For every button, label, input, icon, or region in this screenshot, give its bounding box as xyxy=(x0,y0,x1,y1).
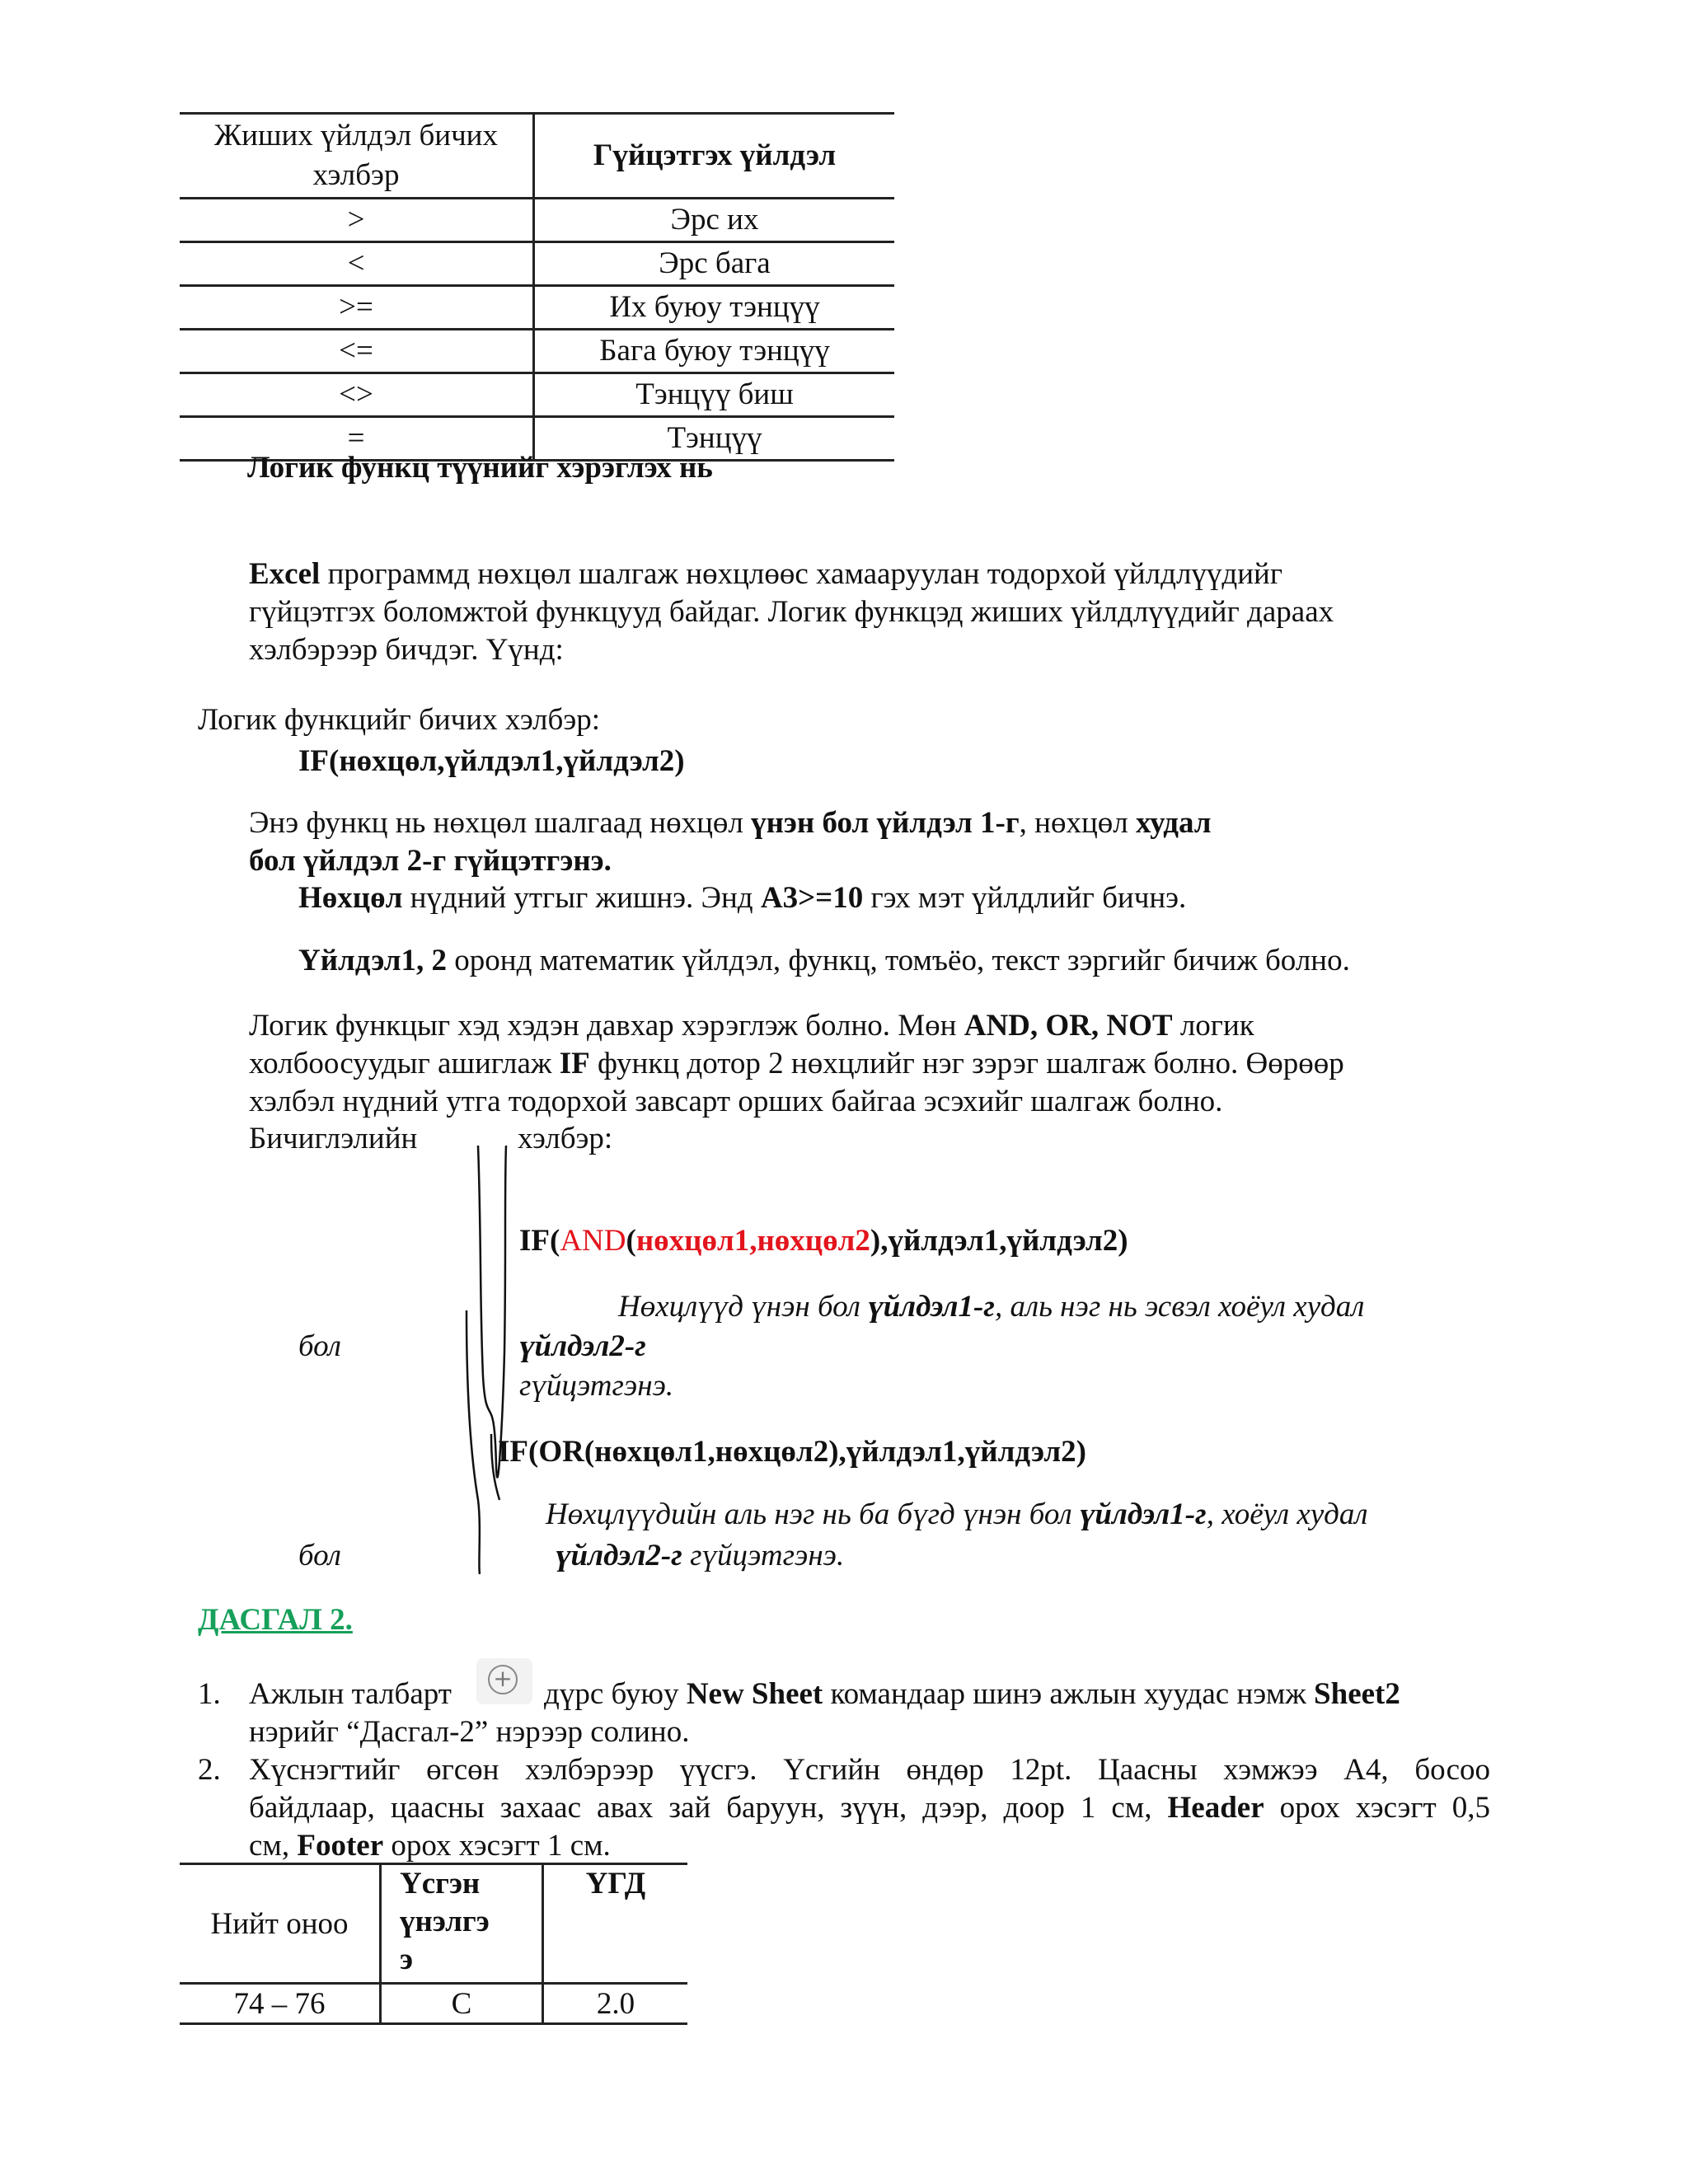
operator-cell: <= xyxy=(180,330,534,373)
operator-cell: > xyxy=(180,199,534,242)
grade-cell: 2.0 xyxy=(543,1984,688,2024)
if-syntax: IF(нөхцөл,үйлдэл1,үйлдэл2) xyxy=(298,744,685,778)
table-row xyxy=(180,330,894,373)
operator-table xyxy=(180,112,894,462)
add-sheet-icon[interactable]: + xyxy=(476,1658,532,1704)
operator-cell: >= xyxy=(180,286,534,330)
bol-label: бол xyxy=(298,1539,341,1572)
operator-table-header-cell: Жиших үйлдэл бичих хэлбэр xyxy=(180,114,534,199)
section-heading: Логик функц түүнийг хэрэглэх нь xyxy=(247,451,713,485)
table-row xyxy=(180,242,894,286)
table-row xyxy=(180,373,894,417)
grade-header-total: Нийт оноо xyxy=(180,1864,381,1984)
notation-label-tail: хэлбэр: xyxy=(518,1122,613,1155)
operation-cell: Бага буюу тэнцүү xyxy=(534,330,895,373)
and-description-3: гүйцэтгэнэ. xyxy=(519,1369,674,1403)
list-item-text: байдлаар, цаасны захаас авах зай баруун, зүүн, дээр, доор 1 см, Header орох хэсэгт 0,5 xyxy=(249,1791,1490,1825)
bol-label: бол xyxy=(298,1329,341,1363)
table-row xyxy=(180,286,894,330)
operator-table-header-cell: Гүйцэтгэх үйлдэл xyxy=(534,114,895,199)
list-item-text: Ажлын талбарт xyxy=(249,1677,452,1711)
operator-table-header xyxy=(180,114,894,199)
syntax-label: Логик функцийг бичих хэлбэр: xyxy=(198,703,600,737)
or-formula: IF(OR(нөхцөл1,нөхцөл2),үйлдэл1,үйлдэл2) xyxy=(498,1435,1086,1469)
intro-paragraph: Excel программд нөхцөл шалгаж нөхцлөөс хамааруулан тодорхой үйлдлүүдийг гүйцэтгэх боломжтой функцууд байдаг. Логик функцэд жиших үйлдлүүдийг дараах хэлбэрээр бичдэг. Үүнд: xyxy=(249,557,1334,667)
condition-note: Нөхцөл нүдний утгыг жишнэ. Энд A3>=10 гэх мэт үйлдлийг бичнэ. xyxy=(298,881,1187,915)
if-explanation: Энэ функц нь нөхцөл шалгаад нөхцөл үнэн бол үйлдэл 1-г, нөхцөл худал бол үйлдэл 2-г гүйцэтгэнэ. xyxy=(249,806,1212,878)
actions-note: Үйлдэл1, 2 оронд математик үйлдэл, функц, томъёо, текст зэргийг бичиж болно. xyxy=(298,944,1350,977)
exercise-title: ДАСГАЛ 2. xyxy=(198,1603,353,1637)
and-formula: IF(AND(нөхцөл1,нөхцөл2),үйлдэл1,үйлдэл2) xyxy=(519,1224,1128,1258)
and-description: Нөхцлүүд үнэн бол үйлдэл1-г, аль нэг нь эсвэл хоёул худал xyxy=(618,1290,1365,1324)
operation-cell: Их буюу тэнцүү xyxy=(534,286,895,330)
list-item-text: Хүснэгтийг өгсөн хэлбэрээр үүсгэ. Үсгийн өндөр 12pt. Цаасны хэмжээ А4, босоо xyxy=(249,1753,1490,1787)
grade-table xyxy=(180,1863,687,2025)
or-description-2: үйлдэл2-г гүйцэтгэнэ. xyxy=(556,1539,845,1572)
list-item-number: 2. xyxy=(198,1753,221,1787)
grade-table-header xyxy=(180,1864,687,1984)
notation-label: Бичиглэлийн xyxy=(249,1122,418,1155)
operator-cell: <> xyxy=(180,373,534,417)
list-item-text: дүрс буюу New Sheet командаар шинэ ажлын хуудас нэмж Sheet2 xyxy=(544,1677,1400,1711)
nested-paragraph: Логик функцыг хэд хэдэн давхар хэрэглэж болно. Мөн AND, OR, NOT логик холбоосуудыг ашиглаж IF функц дотор 2 нөхцлийг нэг зэрэг шалгаж болно. Өөрөөр хэлбэл нүдний утга тодорхой завсарт орших байгаа эсэхийг шалгаж болно. xyxy=(249,1009,1344,1118)
operation-cell: Эрс их xyxy=(534,199,895,242)
grade-header-letter: Үсгэн үнэлгэ э xyxy=(381,1864,543,1984)
list-item-text: см, Footer орох хэсэгт 1 см. xyxy=(249,1829,611,1863)
table-row xyxy=(180,1984,687,2024)
grade-cell: C xyxy=(381,1984,543,2024)
grade-header-gpa: ҮГД xyxy=(543,1864,688,1984)
operator-cell: = xyxy=(180,417,534,461)
operation-cell: Эрс бага xyxy=(534,242,895,286)
list-item-number: 1. xyxy=(198,1677,221,1711)
and-description-2: үйлдэл2-г xyxy=(519,1329,646,1363)
grade-cell: 74 – 76 xyxy=(180,1984,381,2024)
operator-cell: < xyxy=(180,242,534,286)
operation-cell: Тэнцүү xyxy=(534,417,895,461)
or-description: Нөхцлүүдийн аль нэг нь ба бүгд үнэн бол үйлдэл1-г, хоёул худал xyxy=(546,1497,1368,1531)
list-item-text: нэрийг “Дасгал-2” нэрээр солино. xyxy=(249,1715,690,1749)
table-row xyxy=(180,199,894,242)
operation-cell: Тэнцүү биш xyxy=(534,373,895,417)
